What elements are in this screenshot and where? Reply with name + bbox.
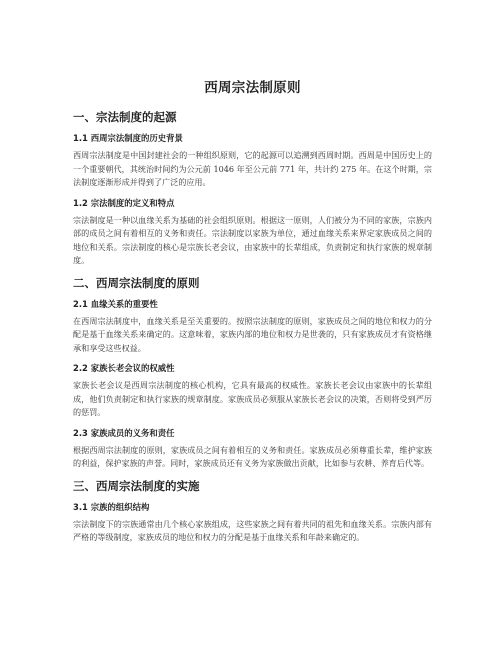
subsection-heading: 3.1 宗族的组织结构	[73, 501, 150, 512]
section-origin	[73, 110, 432, 268]
paragraph: 宗法制度下的宗族通常由几个核心家族组成，这些家族之间有着共同的祖先和血缘关系。宗族内部有严格的等级制度，家族成员的地位和权力的分配是基于血缘关系和年龄来确定的。	[73, 518, 432, 542]
paragraph: 根据西周宗法制度的原则，家族成员之间有着相互的义务和责任。家族成员必须尊重长辈，维护家族的利益，保护家族的声誉。同时，家族成员还有义务为家族做出贡献，比如参与农耕、养育后代等。	[73, 444, 432, 468]
subsection-heading: 1.2 宗法制度的定义和特点	[73, 197, 175, 208]
subsection-heading: 1.1 西周宗法制度的历史背景	[73, 133, 183, 143]
paragraph: 宗法制度是一种以血缘关系为基础的社会组织原则。根据这一原则，人们被分为不同的家族，宗族内部的成员之间有着相互的义务和责任。宗法制度以家族为单位，通过血缘关系来界定家族成员之间的地位和关系。宗法制度的核心是宗族长老会议，由家族中的长辈组成，负责制定和执行家族的规章制度。	[73, 214, 432, 265]
section-heading: 一、宗法制度的起源	[73, 110, 177, 124]
paragraph: 西周宗法制度是中国封建社会的一种组织原则，它的起源可以追溯到西周时期。西周是中国历史上的一个重要朝代，其统治时间约为公元前 1046 年至公元前 771 年，共计约 275 年。在这个时期，宗法制度逐渐形成并得到了广泛的应用。	[73, 150, 432, 187]
paragraph: 在西周宗法制度中，血缘关系是至关重要的。按照宗法制度的原则，家族成员之间的地位和权力的分配是基于血缘关系来确定的。这意味着，家族内部的地位和权力是世袭的，只有家族成员才有资格继承和享受这些权益。	[73, 315, 432, 353]
document-title: 西周宗法制原则	[204, 80, 301, 96]
subsection-heading: 2.3 家族成员的义务和责任	[73, 427, 175, 438]
section-heading: 二、西周宗法制度的原则	[73, 275, 200, 290]
section-heading: 三、西周宗法制度的实施	[73, 478, 200, 493]
subsection-heading: 2.1 血缘关系的重要性	[73, 298, 158, 309]
section-implementation	[73, 479, 432, 545]
paragraph: 家族长老会议是西周宗法制度的核心机构，它具有最高的权威性。家族长老会议由家族中的长辈组成，他们负责制定和执行家族的规章制度。家族成员必须服从家族长老会议的决策，否则将受到严厉的惩罚。	[73, 380, 432, 417]
subsection-heading: 2.2 家族长老会议的权威性	[73, 363, 175, 373]
section-principles	[73, 276, 432, 471]
